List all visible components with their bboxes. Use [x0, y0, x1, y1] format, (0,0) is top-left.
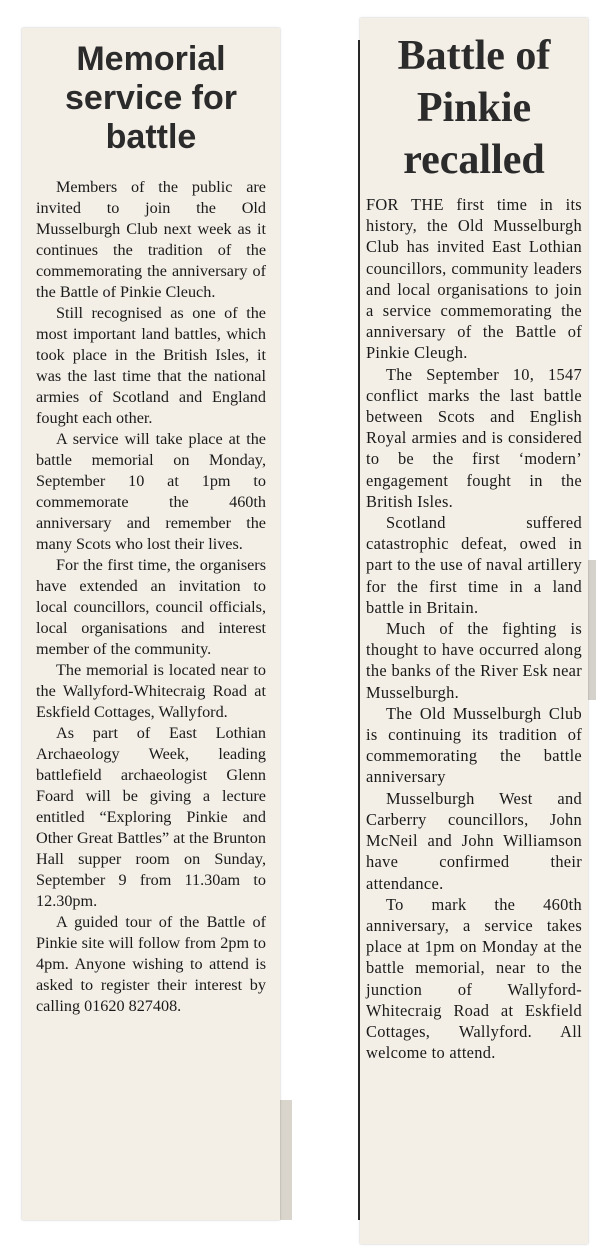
article-paragraph: Musselburgh West and Carberry councillors, John McNeil and John Williamson have confirmed their attendance.	[366, 788, 582, 893]
article-paragraph: The memorial is located near to the Wallyford-Whitecraig Road at Eskfield Cottages, Wallyford.	[36, 661, 266, 721]
article-paragraph: To mark the 460th anniversary, a service takes place at 1pm on Monday at the battle memorial, near to the junction of Wallyford-Whitecraig Road at Eskfield Cottages, Wallyford. All welcome to attend.	[366, 894, 582, 1063]
newspaper-clipping-memorial-service	[22, 28, 280, 1220]
newspaper-clipping-battle-recalled	[360, 18, 588, 1244]
article-paragraph: Scotland suffered catastrophic defeat, owed in part to the use of naval artillery for the first time in a land battle in Britain.	[366, 513, 582, 617]
article-body	[36, 177, 266, 1017]
article-paragraph: The Old Musselburgh Club is continuing its tradition of commemorating the battle anniversary	[366, 703, 582, 787]
article-paragraph: For the first time, the organisers have extended an invitation to local councillors, council officials, local organisations and interest member of the community.	[36, 556, 266, 658]
article-paragraph: As part of East Lothian Archaeology Week, leading battlefield archaeologist Glenn Foard will be giving a lecture entitled “Exploring Pinkie and Other Great Battles” at the Brunton Hall supper room on Sunday, September 9 from 11.30am to 12.30pm.	[36, 724, 266, 910]
article-paragraph: A service will take place at the battle memorial on Monday, September 10 at 1pm to commemorate the 460th anniversary and remember the many Scots who lost their lives.	[36, 430, 266, 553]
article-paragraph: FOR THE first time in its history, the Old Musselburgh Club has invited East Lothian councillors, community leaders and local organisations to join a service commemorating the anniversary of the Battle of Pinkie Cleugh.	[366, 195, 582, 363]
article-headline: Battle of Pinkie recalled	[397, 33, 551, 183]
article-paragraph: Still recognised as one of the most important land battles, which took place in the British Isles, it was the last time that the national armies of Scotland and England fought each other.	[36, 304, 266, 427]
article-headline: Memorial service for battle	[65, 40, 237, 156]
article-body	[366, 194, 582, 1063]
clipping-edge-mark	[280, 1100, 292, 1220]
article-paragraph: The September 10, 1547 conflict marks the last battle between Scots and English Royal armies and is considered to be the first ‘modern’ engagement fought in the British Isles.	[366, 364, 582, 511]
article-paragraph: A guided tour of the Battle of Pinkie site will follow from 2pm to 4pm. Anyone wishing to attend is asked to register their interest by calling 01620 827408.	[36, 913, 266, 1015]
article-paragraph: Members of the public are invited to join the Old Musselburgh Club next week as it continues the tradition of the commemorating the anniversary of the Battle of Pinkie Cleuch.	[36, 178, 266, 301]
article-paragraph: Much of the fighting is thought to have occurred along the banks of the River Esk near Musselburgh.	[366, 619, 582, 702]
